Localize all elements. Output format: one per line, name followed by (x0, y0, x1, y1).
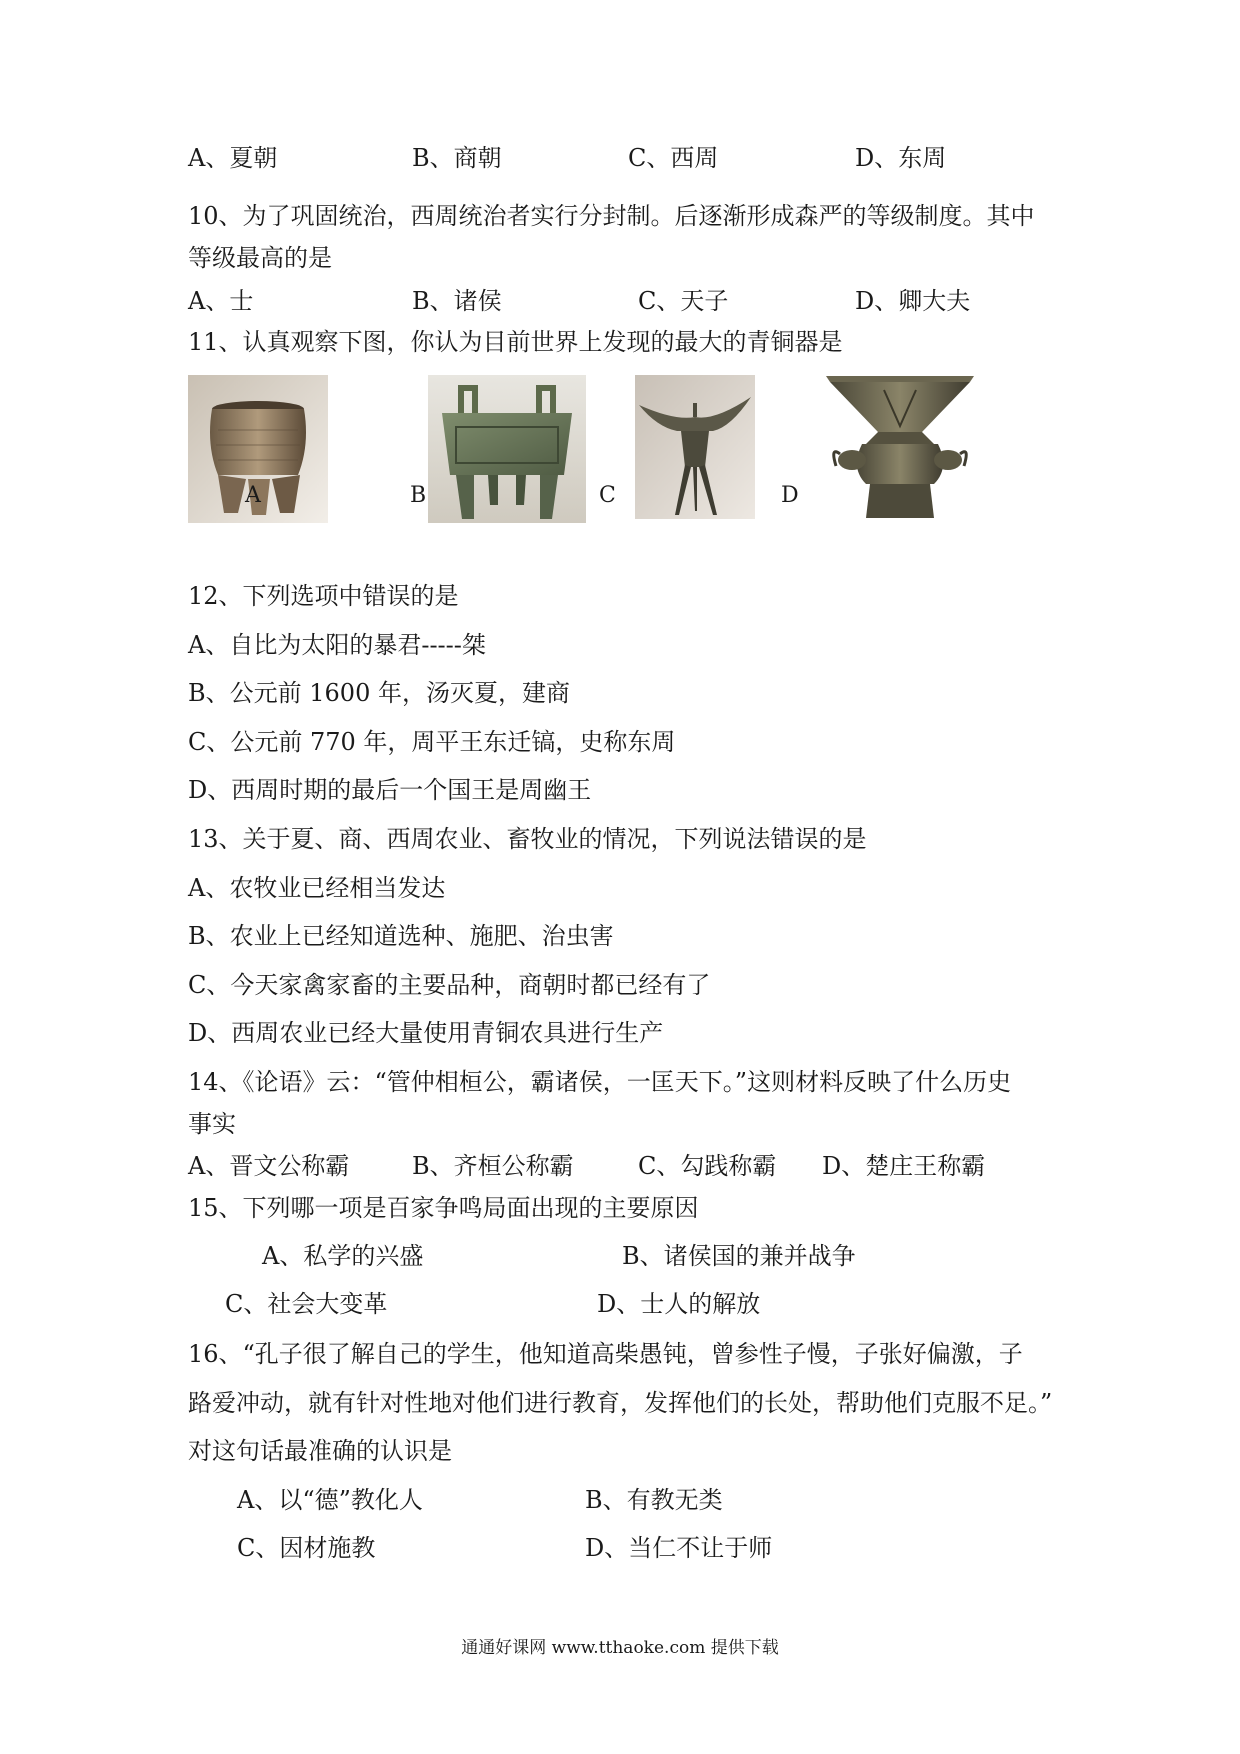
q12-stem: 12、下列选项中错误的是 (188, 582, 459, 610)
q15-option-b: B、诸侯国的兼并战争 (622, 1242, 856, 1270)
q10-option-a: A、士 (188, 287, 254, 315)
q9-option-a: A、夏朝 (188, 144, 278, 172)
image-label-c: C (599, 483, 616, 508)
q12-option-b: B、公元前 1600 年，汤灭夏，建商 (188, 679, 570, 707)
bronze-jue-image (635, 375, 755, 519)
q16-option-c: C、因材施教 (237, 1534, 376, 1562)
q15-option-d: D、士人的解放 (597, 1290, 761, 1318)
q11-stem: 11、认真观察下图，你认为目前世界上发现的最大的青铜器是 (188, 328, 843, 356)
q14-option-a: A、晋文公称霸 (188, 1152, 350, 1180)
bronze-square-ding-image (428, 375, 586, 523)
image-label-d: D (781, 483, 799, 508)
q16-option-b: B、有教无类 (585, 1486, 723, 1514)
q12-option-d: D、西周时期的最后一个国王是周幽王 (188, 776, 592, 804)
four-ram-square-zun-image (822, 372, 978, 522)
q15-option-c: C、社会大变革 (225, 1290, 388, 1318)
page-footer: 通通好课网 www.tthaoke.com 提供下载 (461, 1638, 779, 1658)
q16-stem-line1: 16、“孔子很了解自己的学生，他知道高柴愚钝，曾参性子慢，子张好偏激，子 (188, 1340, 1023, 1368)
q9-option-b: B、商朝 (412, 144, 502, 172)
q15-option-a: A、私学的兴盛 (262, 1242, 424, 1270)
q13-stem: 13、关于夏、商、西周农业、畜牧业的情况，下列说法错误的是 (188, 825, 867, 853)
q9-option-c: C、西周 (628, 144, 719, 172)
q10-stem-line2: 等级最高的是 (188, 244, 332, 272)
q9-option-d: D、东周 (855, 144, 947, 172)
q14-option-d: D、楚庄王称霸 (822, 1152, 986, 1180)
q16-stem-line2: 路爱冲动，就有针对性地对他们进行教育，发挥他们的长处，帮助他们克服不足。” (188, 1389, 1053, 1417)
q14-stem-line2: 事实 (188, 1110, 236, 1138)
q10-stem-line1: 10、为了巩固统治，西周统治者实行分封制。后逐渐形成森严的等级制度。其中 (188, 202, 1035, 230)
q16-option-a: A、以“德”教化人 (237, 1486, 423, 1514)
image-label-a: A (245, 483, 261, 508)
q14-option-b: B、齐桓公称霸 (412, 1152, 574, 1180)
q13-option-c: C、今天家禽家畜的主要品种，商朝时都已经有了 (188, 971, 711, 999)
q10-option-d: D、卿大夫 (855, 287, 971, 315)
q12-option-c: C、公元前 770 年，周平王东迁镐，史称东周 (188, 728, 676, 756)
q10-option-b: B、诸侯 (412, 287, 502, 315)
q16-stem-line3: 对这句话最准确的认识是 (188, 1437, 452, 1465)
q16-option-d: D、当仁不让于师 (585, 1534, 773, 1562)
q14-stem-line1: 14、《论语》云：“管仲相桓公，霸诸侯，一匡天下。”这则材料反映了什么历史 (188, 1068, 1012, 1096)
q13-option-d: D、西周农业已经大量使用青铜农具进行生产 (188, 1019, 664, 1047)
q10-option-c: C、天子 (638, 287, 729, 315)
q14-option-c: C、勾践称霸 (638, 1152, 777, 1180)
image-label-b: B (410, 483, 427, 508)
q15-stem: 15、下列哪一项是百家争鸣局面出现的主要原因 (188, 1194, 699, 1222)
q13-option-a: A、农牧业已经相当发达 (188, 874, 446, 902)
q12-option-a: A、自比为太阳的暴君-----桀 (188, 631, 486, 659)
q13-option-b: B、农业上已经知道选种、施肥、治虫害 (188, 922, 614, 950)
